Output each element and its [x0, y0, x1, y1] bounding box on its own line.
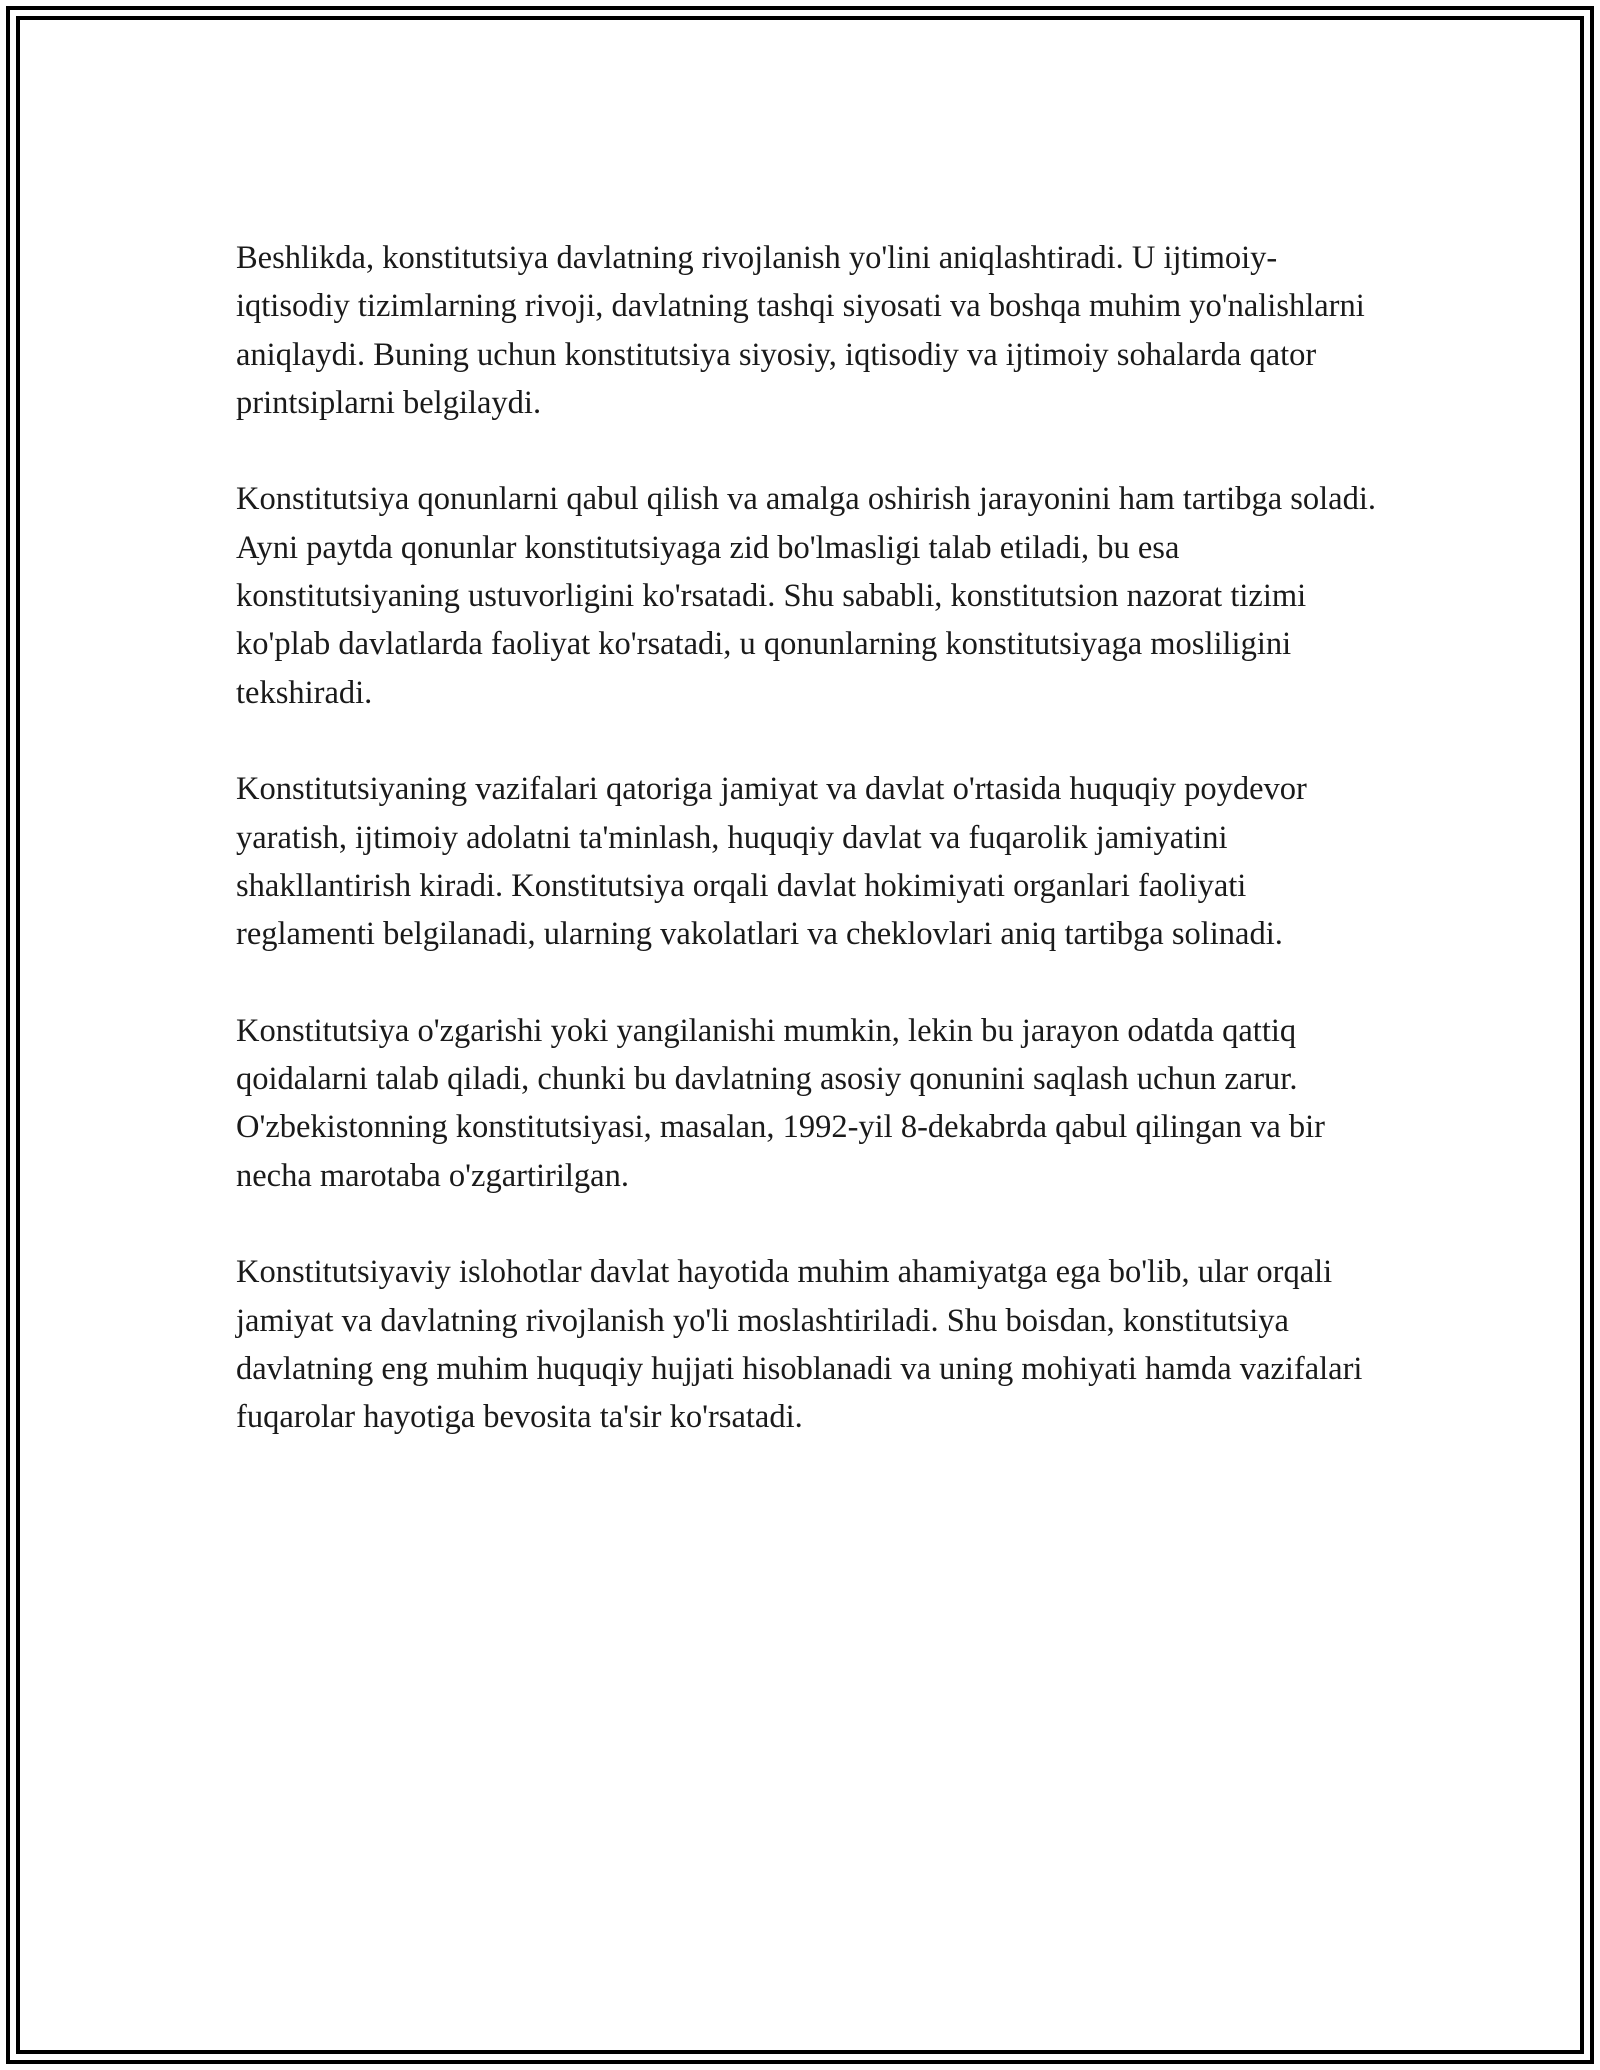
paragraph-2: Konstitutsiya qonunlarni qabul qilish va amalga oshirish jarayonini ham tartibga soladi. Ayni paytda qonunlar konstitutsiyaga zid bo'lmasligi talab etiladi, bu esa konstitutsiyaning ustuvorligini ko'rsatadi. Shu sababli, konstitutsion nazorat tizimi ko'plab davlatlarda faoliyat ko'rsatadi, u qonunlarning konstitutsiyaga mosliligini tekshiradi.: [236, 481, 1377, 711]
document-body: [236, 234, 1386, 1441]
paragraph-5: Konstitutsiyaviy islohotlar davlat hayotida muhim ahamiyatga ega bo'lib, ular orqali jamiyat va davlatning rivojlanish yo'li moslashtiriladi. Shu boisdan, konstitutsiya davlatning eng muhim huquqiy hujjati hisoblanadi va uning mohiyati hamda vazifalari fuqarolar hayotiga bevosita ta'sir ko'rsatadi.: [236, 1254, 1363, 1436]
paragraph-3: Konstitutsiyaning vazifalari qatoriga jamiyat va davlat o'rtasida huquqiy poydevor yaratish, ijtimoiy adolatni ta'minlash, huquqiy davlat va fuqarolik jamiyatini shakllantirish kiradi. Konstitutsiya orqali davlat hokimiyati organlari faoliyati reglamenti belgilanadi, ularning vakolatlari va cheklovlari aniq tartibga solinadi.: [236, 771, 1307, 953]
paragraph-1: Beshlikda, konstitutsiya davlatning rivojlanish yo'lini aniqlashtiradi. U ijtimoiy-iqtisodiy tizimlarning rivoji, davlatning tashqi siyosati va boshqa muhim yo'nalishlarni aniqlaydi. Buning uchun konstitutsiya siyosiy, iqtisodiy va ijtimoiy sohalarda qator printsiplarni belgilaydi.: [236, 240, 1365, 421]
paragraph-4: Konstitutsiya o'zgarishi yoki yangilanishi mumkin, lekin bu jarayon odatda qattiq qoidalarni talab qiladi, chunki bu davlatning asosiy qonunini saqlash uchun zarur. O'zbekistonning konstitutsiyasi, masalan, 1992-yil 8-dekabrda qabul qilingan va bir necha marotaba o'zgartirilgan.: [236, 1012, 1325, 1194]
